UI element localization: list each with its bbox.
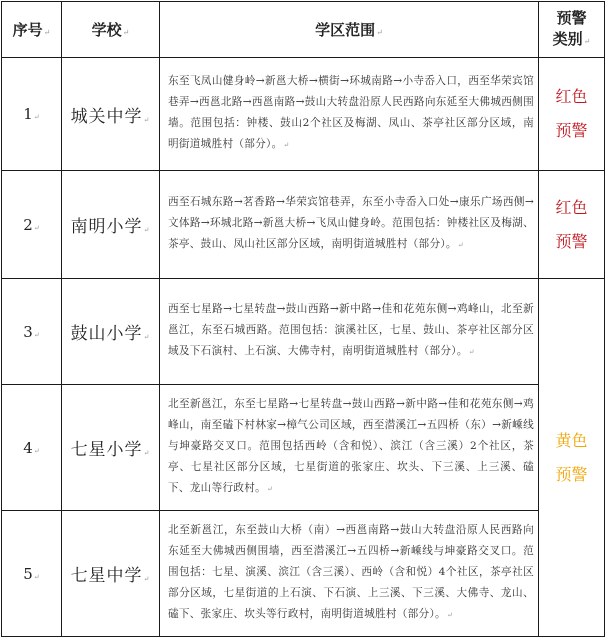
row-range-text: 东至飞凤山健身岭→新邕大桥→横街→环城南路→小寺岙入口，西至华荣宾馆巷弄→西邕北路→西邕南路→鼓山大转盘沿原人民西路向东延至大佛城西侧围墙。范围包括：钟楼、鼓山2个社区及梅湖、凤山、茶亭社区部分区域，南明街道城胜村（部分）。 <box>168 75 534 150</box>
cell-end-mark: ↵ <box>283 141 290 149</box>
row-seq <box>2 58 62 171</box>
row-seq-value: 2 <box>23 215 33 234</box>
header-range <box>160 2 539 58</box>
table-row <box>2 511 605 637</box>
header-range-label: 学区范围 <box>315 21 376 39</box>
row-school-name: 城关中学 <box>70 106 143 127</box>
row-range-text: 北至新邕江，东至七星路→七星转盘→鼓山西路→新中路→佳和花苑东侧→鸡峰山，南至磕下村林家→樟气公司区域，西至潜溪江→五四桥（东）→新嵊线与坤豪路交叉口。范围包括西岭（含和悦）、滨江（含三溪）2个社区，茶亭、七星社区部分区域，七星街道的张家庄、坎头、下三溪、上三溪、磕下、龙山等行政村。 <box>168 398 534 494</box>
row-range <box>160 385 539 511</box>
cell-end-mark: ↵ <box>457 241 465 249</box>
row-school <box>62 58 160 171</box>
row-seq <box>2 279 62 385</box>
alert-red-line1: 红色 <box>555 197 588 217</box>
alert-red-cell-2 <box>539 171 605 279</box>
cell-end-mark: ↵ <box>446 611 454 619</box>
table-row <box>2 171 605 279</box>
row-school-name: 鼓山小学 <box>70 324 143 344</box>
row-school <box>62 511 160 637</box>
header-school <box>62 2 160 58</box>
cell-end-mark: ↵ <box>468 348 475 356</box>
alert-red-line2: 预警 <box>555 231 588 251</box>
row-seq-value: 4 <box>23 438 33 457</box>
row-school <box>62 171 160 279</box>
cell-end-mark: ↵ <box>143 449 151 457</box>
row-range <box>160 511 539 637</box>
cell-end-mark: ↵ <box>33 223 40 232</box>
cell-end-mark: ↵ <box>122 28 130 37</box>
cell-end-mark: ↵ <box>143 333 151 341</box>
table-row <box>2 385 605 511</box>
row-range-text: 西至石城东路→茗香路→华荣宾馆巷弄，东至小寺岙入口处→康乐广场西侧→文体路→环城北路→新邕大桥→飞凤山健身岭。范围包括：钟楼社区及梅湖、茶亭、鼓山、凤山社区部分区域，南明街道城胜村（部分）。 <box>168 196 534 250</box>
row-seq <box>2 171 62 279</box>
header-seq-label: 序号 <box>12 21 43 39</box>
row-range <box>160 171 539 279</box>
row-seq-value: 5 <box>23 564 33 583</box>
row-school-name: 七星中学 <box>70 566 143 586</box>
table-row <box>2 279 605 385</box>
alert-red-line2: 预警 <box>555 121 588 140</box>
row-range <box>160 58 539 171</box>
cell-end-mark: ↵ <box>143 575 151 583</box>
row-seq-value: 3 <box>23 322 33 341</box>
row-seq <box>2 511 62 637</box>
cell-end-mark: ↵ <box>33 113 40 121</box>
cell-end-mark: ↵ <box>43 28 51 37</box>
cell-end-mark: ↵ <box>143 226 151 234</box>
cell-end-mark: ↵ <box>33 572 40 581</box>
header-seq <box>2 2 62 58</box>
row-range <box>160 279 539 385</box>
cell-end-mark: ↵ <box>267 485 274 493</box>
alert-yellow-line1: 黄色 <box>555 430 588 450</box>
cell-end-mark: ↵ <box>33 330 40 339</box>
school-district-table <box>1 1 605 637</box>
row-range-text: 北至新邕江，东至鼓山大桥（南）→西邕南路→鼓山大转盘沿原人民西路向东延至大佛城西侧围墙，西至潜溪江→五四桥→新嵊线与坤豪路交叉口。范围包括：七星、演溪、滨江（含三溪）、西岭（含和悦）4个社区，茶亭社区部分区域，七星街道的上石演、下石演、上三溪、下三溪、大佛寺、龙山、磕下、张家庄、坎头等行政村，南明街道城胜村（部分）。 <box>168 524 534 620</box>
header-alert-line2: 类别 <box>552 29 583 48</box>
alert-yellow-line2: 预警 <box>555 464 588 484</box>
table-header-row <box>2 2 605 58</box>
alert-yellow-cell <box>539 279 605 637</box>
row-seq-value: 1 <box>23 105 33 123</box>
row-school-name: 南明小学 <box>70 217 143 237</box>
row-range-text: 西至七星路→七星转盘→鼓山西路→新中路→佳和花苑东侧→鸡峰山，北至新邕江，东至石城西路。范围包括：演溪社区，七星、鼓山、茶亭社区部分区域及下石演村、上石演、大佛寺村，南明街道城胜村（部分）。 <box>168 303 534 357</box>
header-school-label: 学校 <box>91 21 122 39</box>
row-seq <box>2 385 62 511</box>
table-row <box>2 58 605 171</box>
row-school <box>62 279 160 385</box>
cell-end-mark: ↵ <box>143 115 151 124</box>
cell-end-mark: ↵ <box>583 36 591 46</box>
row-school <box>62 385 160 511</box>
cell-end-mark: ↵ <box>376 28 383 37</box>
alert-red-cell-1 <box>539 58 605 171</box>
header-alert-line1: 预警 <box>556 8 587 27</box>
cell-end-mark: ↵ <box>33 446 40 455</box>
header-alert <box>539 2 605 58</box>
row-school-name: 七星小学 <box>70 440 143 460</box>
alert-red-line1: 红色 <box>555 87 588 106</box>
